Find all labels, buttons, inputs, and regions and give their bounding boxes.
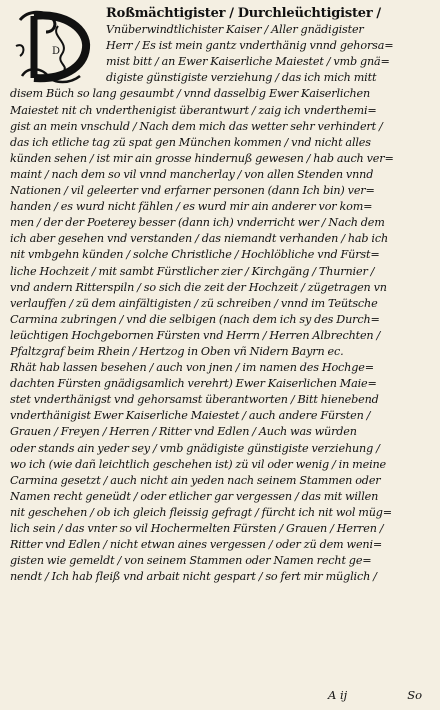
text-line: Ritter vnd Edlen / nicht etwan aines vergessen / oder zü dem weni= (10, 538, 383, 552)
page-footer (10, 688, 430, 704)
text-line: gist an mein vnschuld / Nach dem mich das wetter sehr verhindert / (10, 119, 383, 133)
catchword: So (407, 688, 422, 702)
text-line: stet vnderthänigst vnd gehorsamst überantworten / Bitt hienebend (10, 393, 379, 407)
signature-mark: A ij (328, 688, 348, 702)
text-line: gisten wie gemeldt / von seinem Stammen oder Namen recht ge= (10, 554, 372, 568)
text-line: Pfaltzgraf beim Rhein / Hertzog in Oben vñ Nidern Bayrn ec. (10, 344, 344, 358)
text-line: vnd andern Ritterspiln / so sich die zeit der Hochzeit / zügetragen vn (10, 280, 387, 294)
text-line: Carmina zubringen / vnd die selbigen (nach dem ich sy des Durch= (10, 312, 380, 326)
text-line: nit vmbgehn künden / solche Christliche / Hochlöbliche vnd Fürst= (10, 248, 380, 262)
text-line: leüchtigen Hochgebornen Fürsten vnd Herrn / Herren Albrechten / (10, 328, 381, 342)
text-line: mist bitt / an Ewer Kaiserliche Maiestet / vmb gnä= (106, 55, 390, 69)
text-line: Maiestet nit ch vnderthenigist überantwurt / zaig ich vnderthemi= (10, 103, 377, 117)
text-line: Vnüberwindtlichister Kaiser / Aller gnädigister (106, 23, 364, 37)
text-line: oder stands ain yeder sey / vmb gnädigiste günstigiste verziehung / (10, 441, 380, 455)
text-line: verlauffen / zü dem ainfältigisten / zü schreiben / vnnd im Teütsche (10, 296, 378, 310)
text-line: disem Büch so lang gesaumbt / vnnd dasselbig Ewer Kaiserlichen (10, 87, 371, 101)
text-line: Herr / Es ist mein gantz vnderthänig vnnd gehorsa= (106, 39, 394, 53)
text-line: Roßmächtigister / Durchleüchtigister / (106, 6, 381, 21)
text-line: lich sein / das vnter so vil Hochermelten Fürsten / Grauen / Herren / (10, 522, 384, 535)
text-line: Namen recht geneüdt / oder etlicher gar vergessen / das mit willen (10, 489, 379, 503)
text-line: ich aber gesehen vnd verstanden / das niemandt verhanden / hab ich (10, 232, 389, 246)
text-line: handen / es wurd nicht fählen / es wurd mir ain anderer vor kom= (10, 200, 373, 214)
text-line: Nationen / vil geleerter vnd erfarner personen (dann Ich bin) ver= (10, 184, 375, 198)
body-text (10, 6, 430, 585)
text-line: nit geschehen / ob ich gleich fleissig gefragt / fürcht ich nit wol müg= (10, 505, 393, 519)
text-line: men / der der Poeterey besser (dann ich) vnderricht wer / Nach dem (10, 216, 385, 230)
text-line: maint / nach dem so vil vnnd mancherlay / von allen Stenden vnnd (10, 167, 374, 181)
text-line: Carmina gesetzt / auch nicht ain yeden nach seinem Stammen oder (10, 473, 381, 487)
text-line: wo ich (wie dañ leichtlich geschehen ist) zü vil oder wenig / in meine (10, 457, 387, 471)
text-line: digiste günstigiste verziehung / das ich mich mitt (106, 71, 377, 85)
text-line: Rhät hab lassen besehen / auch von jnen / im namen des Hochge= (10, 361, 374, 375)
text-line: Grauen / Freyen / Herren / Ritter vnd Edlen / Auch was würden (10, 425, 357, 439)
text-line: künden sehen / ist mir ain grosse hindernuß gewesen / hab auch ver= (10, 151, 394, 165)
text-line: dachten Fürsten gnädigsamlich verehrt) Ewer Kaiserlichen Maie= (10, 377, 377, 391)
text-line: liche Hochzeit / mit sambt Fürstlicher zier / Kirchgäng / Thurnier / (10, 264, 375, 278)
svg-text:D: D (52, 46, 61, 57)
text-line: nendt / Ich hab fleiß vnd arbait nicht gespart / so fert mir müglich / (10, 570, 377, 584)
text-line: das ich etliche tag zü spat gen München kommen / vnd nicht alles (10, 135, 371, 149)
text-line: vnderthänigist Ewer Kaiserliche Maiestet / auch andere Fürsten / (10, 409, 371, 423)
